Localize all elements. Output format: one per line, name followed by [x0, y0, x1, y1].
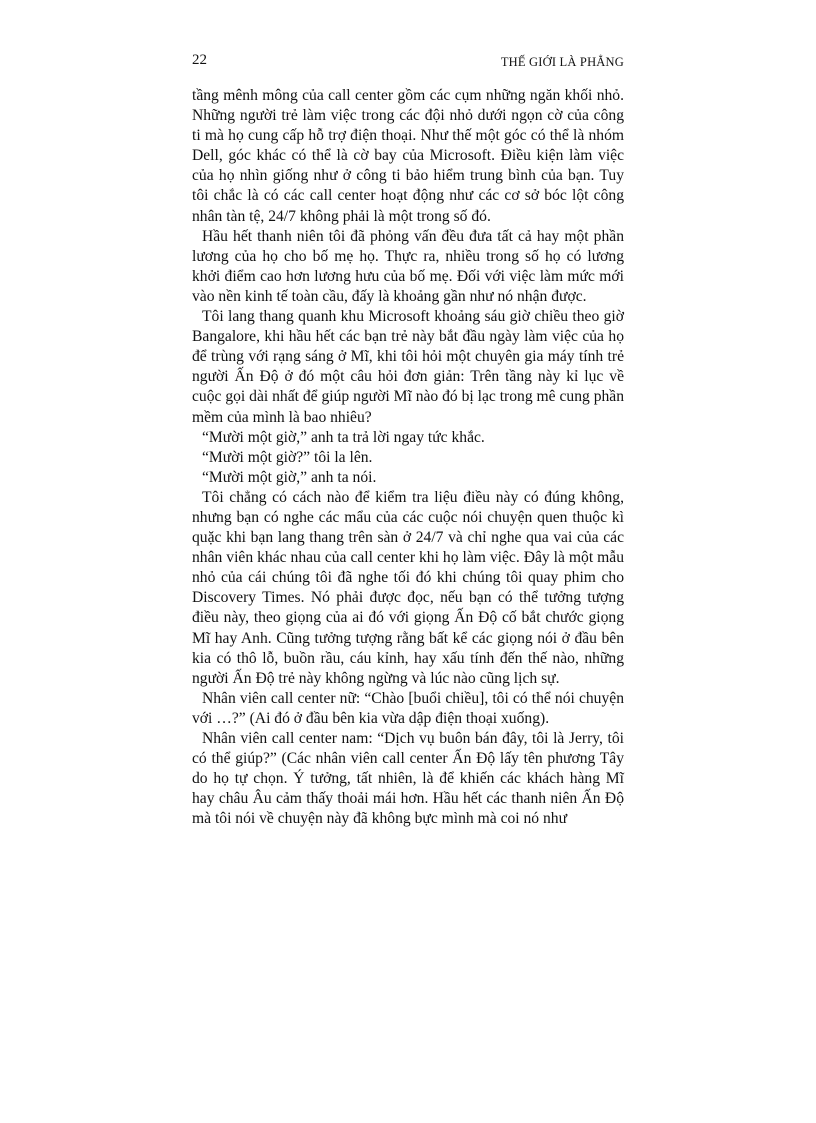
paragraph: Tôi chẳng có cách nào để kiểm tra liệu điều này có đúng không, nhưng bạn có nghe các mẩu của các cuộc nói chuyện quen thuộc kì quặc khi bạn lang thang trên sàn ở 24/7 và chỉ nghe qua vai của các nhân viên khác nhau của call center khi họ làm việc. Đây là một mẫu nhỏ của cái chúng tôi đã nghe tối đó khi chúng tôi quay phim cho Discovery Times. Nó phải được đọc, nếu bạn có thể tưởng tượng điều này, theo giọng của ai đó với giọng Ấn Độ cố bắt chước giọng Mĩ hay Anh. Cũng tưởng tượng rằng bất kể các giọng nói ở đầu bên kia có thô lỗ, buồn rầu, cáu kỉnh, hay xấu tính đến thế nào, những người Ấn Độ trẻ này không ngừng và lúc nào cũng lịch sự. — [192, 488, 624, 687]
dialogue-line: “Mười một giờ?” tôi la lên. — [202, 448, 373, 466]
page-header — [192, 50, 624, 72]
body-text — [192, 86, 624, 829]
page-number: 22 — [192, 52, 207, 68]
running-title: THẾ GIỚI LÀ PHẲNG — [500, 55, 624, 69]
dialogue-line: “Mười một giờ,” anh ta trả lời ngay tức khắc. — [202, 428, 485, 446]
dialogue-line: “Mười một giờ,” anh ta nói. — [202, 468, 377, 486]
paragraph: Tôi lang thang quanh khu Microsoft khoảng sáu giờ chiều theo giờ Bangalore, khi hầu hết các bạn trẻ này bắt đầu ngày làm việc của họ để trùng với rạng sáng ở Mĩ, khi tôi hỏi một chuyên gia máy tính trẻ người Ấn Độ ở đó một câu hỏi đơn giản: Trên tầng này kỉ lục về cuộc gọi dài nhất để giúp người Mĩ nào đó bị lạc trong mê cung phần mềm của mình là bao nhiêu? — [192, 308, 625, 426]
paragraph: Hầu hết thanh niên tôi đã phỏng vấn đều đưa tất cả hay một phần lương của họ cho bố mẹ họ. Thực ra, nhiều trong số họ có lương khởi điểm cao hơn lương hưu của bố mẹ. Đối với việc làm mức mới vào nền kinh tế toàn cầu, đấy là khoảng gần như nó nhận được. — [192, 227, 624, 305]
paragraph: Nhân viên call center nam: “Dịch vụ buôn bán đây, tôi là Jerry, tôi có thể giúp?” (Các nhân viên call center Ấn Độ lấy tên phương Tây do họ tự chọn. Ý tưởng, tất nhiên, là để khiến các khách hàng Mĩ hay châu Âu cảm thấy thoải mái hơn. Hầu hết các thanh niên Ấn Độ mà tôi nói về chuyện này đã không bực mình mà coi nó như — [192, 730, 624, 828]
paragraph: tầng mênh mông của call center gồm các cụm những ngăn khối nhỏ. Những người trẻ làm việc trong các đội nhỏ dưới ngọn cờ của công ti mà họ cung cấp hỗ trợ điện thoại. Như thế một góc có thể là nhóm Dell, góc khác có thể là cờ bay của Microsoft. Điều kiện làm việc của họ nhìn giống như ở công ti bảo hiểm trung bình của bạn. Tuy tôi chắc là có các call center hoạt động như các cơ sở bóc lột công nhân tàn tệ, 24/7 không phải là một trong số đó. — [192, 87, 624, 225]
paragraph: Nhân viên call center nữ: “Chào [buổi chiều], tôi có thể nói chuyện với …?” (Ai đó ở đầu bên kia vừa dập điện thoại xuống). — [192, 689, 624, 727]
